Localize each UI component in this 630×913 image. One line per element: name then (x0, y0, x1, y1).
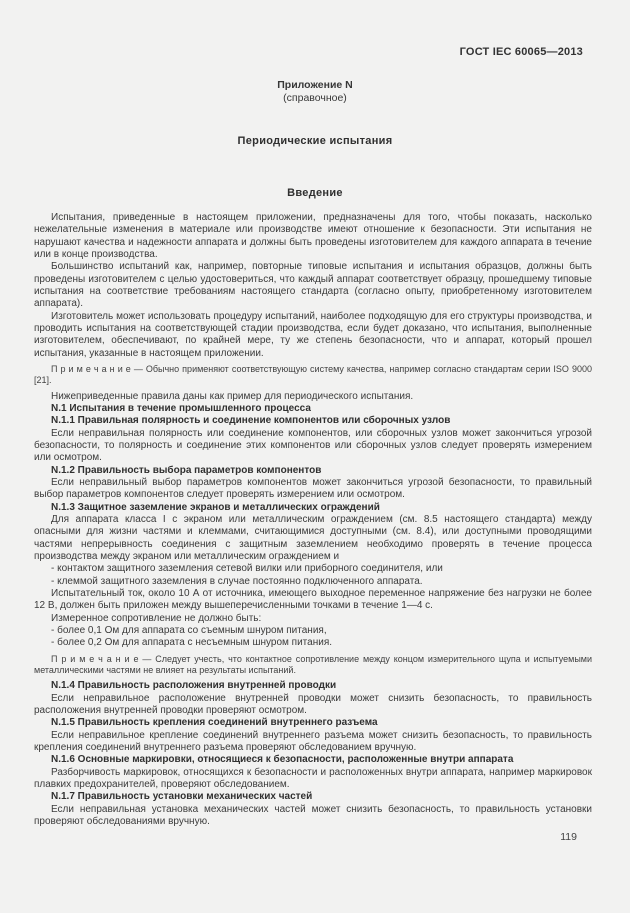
note-paragraph: П р и м е ч а н и е — Следует учесть, что контактное сопротивление между концом измерительного щупа и испытуемыми металлическими частями не влияет на результаты испытаний. (34, 653, 592, 675)
paragraph: Если неправильная полярность или соединение компонентов, или сборочных узлов может закончиться угрозой безопасности, то полярность и соединение этих компонентов или сборочных узлов следует проверять измерением или осмотром. (34, 427, 592, 464)
section-heading: N.1.3 Защитное заземление экранов и металлических ограждений (51, 501, 380, 513)
list-item: - клеммой защитного заземления в случае постоянно подключенного аппарата. (51, 575, 423, 587)
paragraph: Большинство испытаний как, например, повторные типовые испытания и испытания образцов, должны быть проведены изготовителем с целью удостовериться, что каждый аппарат соответствует образцу, прошедшему типовые испытания на соответствие требованиям настоящего стандарта (согласно опыту, приобретенному изготовителем аппарата). (34, 261, 592, 310)
list-item: - более 0,2 Ом для аппарата с несъемным шнуром питания. (51, 637, 333, 649)
paragraph: Если неправильная установка механических частей может снизить безопасность, то правильность установки проверяют обследованиями вручную. (34, 803, 592, 827)
paragraph: Если неправильное расположение внутренней проводки может снизить безопасность, то правильность расположения внутренней проводки проверяют осмотром. (34, 692, 592, 716)
section-heading: N.1 Испытания в течение промышленного процесса (51, 402, 311, 414)
section-heading: N.1.6 Основные маркировки, относящиеся к безопасности, расположенные внутри аппарата (51, 754, 514, 766)
section-heading: N.1.5 Правильность крепления соединений внутреннего разъема (51, 717, 378, 729)
section-heading: N.1.1 Правильная полярность и соединение компонентов или сборочных узлов (51, 415, 451, 427)
list-item: - более 0,1 Ом для аппарата со съемным шнуром питания, (51, 625, 327, 637)
paragraph: Если неправильное крепление соединений внутреннего разъема может снизить безопасность, то правильность крепления соединений внутреннего разъема проверяют обследованием вручную. (34, 729, 592, 753)
paragraph: Если неправильный выбор параметров компонентов может закончиться угрозой безопасности, то правильный выбор параметров компонентов следует проверять измерением или осмотром. (34, 476, 592, 501)
page-title: Периодические испытания (237, 135, 393, 147)
page-number: 119 (560, 831, 577, 843)
paragraph: Изготовитель может использовать процедуру испытаний, наиболее подходящую для его структуры производства, и проводить испытания на соответствующей стадии производства, если будет доказано, что испытания, выполненные изготовителем, обеспечивают, по крайней мере, ту же степень безопасности, что и аппарат, который прошел испытания, указанные в настоящем приложении. (34, 310, 592, 359)
section-heading: N.1.4 Правильность расположения внутренней проводки (51, 680, 337, 692)
paragraph: Испытания, приведенные в настоящем приложении, предназначены для того, чтобы показать, насколько нежелательные изменения в материале или производстве имеют отношение к безопасности. Эти испытания не нарушают качества и надежности аппарата и должны быть проведены изготовителем для каждого аппарата в течение или в конце производства. (34, 212, 592, 261)
section-heading: N.1.7 Правильность установки механических частей (51, 791, 313, 803)
paragraph: Для аппарата класса I с экраном или металлическим ограждением (см. 8.5 настоящего стандарта) между опасными для жизни частями и клеммами, считающимися доступными (см. 8.4), или доступными проводящими частями непрерывность соединения с защитным заземлением необходимо проверять в течение процесса производства между экраном или металлическим ограждением и (34, 513, 592, 562)
note-paragraph: П р и м е ч а н и е — Обычно применяют соответствующую систему качества, например согласно стандартам серии ISO 9000 [21]. (34, 364, 592, 386)
paragraph: Нижеприведенные правила даны как пример для периодического испытания. (51, 390, 414, 402)
intro-section-heading: Введение (287, 187, 343, 199)
annex-header (0, 79, 630, 104)
annex-label: Приложение N (277, 79, 353, 91)
paragraph: Испытательный ток, около 10 А от источника, имеющего выходное переменное напряжение без нагрузки не более 12 В, должен быть приложен между вышеперечисленными точками в течение 1—4 с. (34, 588, 592, 612)
paragraph: Измеренное сопротивление не должно быть: (51, 612, 262, 624)
list-item: - контактом защитного заземления сетевой вилки или приборного соединителя, или (51, 563, 443, 575)
body-text (34, 212, 592, 828)
annex-type-label: (справочное) (283, 91, 347, 104)
document-code: ГОСТ IEC 60065—2013 (459, 46, 583, 58)
section-heading: N.1.2 Правильность выбора параметров компонентов (51, 464, 322, 476)
paragraph: Разборчивость маркировок, относящихся к безопасности и расположенных внутри аппарата, например маркировок плавких предохранителей, проверяют обследованием. (34, 766, 592, 790)
